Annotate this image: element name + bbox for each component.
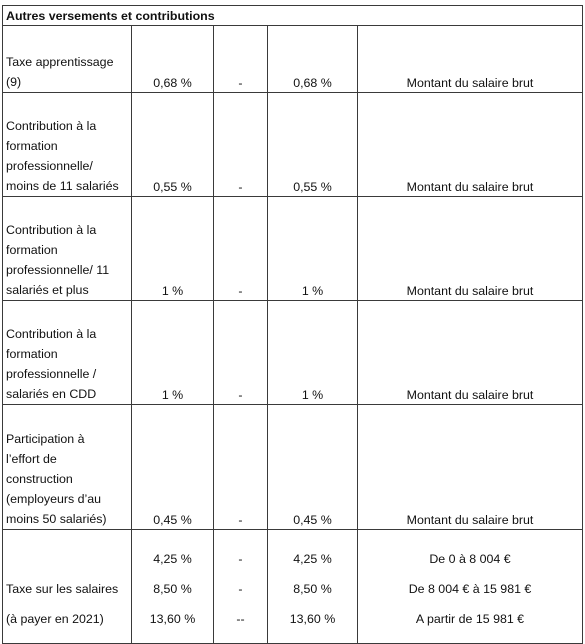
employee-rate: - [214,93,268,197]
employee-rates: - - -- [214,530,268,644]
employer-rate: 0,45 % [132,405,214,530]
employer-rate: 0,68 % [132,26,214,93]
employee-rate: - [214,197,268,301]
calculation-bases: De 0 à 8 004 € De 8 004 € à 15 981 € A partir de 15 981 € [358,530,583,644]
calculation-base: Montant du salaire brut [358,405,583,530]
total-rate: 1 % [268,197,358,301]
table-row [3,301,583,405]
table-row [3,26,583,93]
header-row [3,6,583,26]
table-row [3,93,583,197]
row-label: Contribution à la formation professionnelle / salariés en CDD [3,301,132,405]
employer-rate: 0,55 % [132,93,214,197]
table-row [3,197,583,301]
calculation-base: Montant du salaire brut [358,93,583,197]
total-rates: 4,25 % 8,50 % 13,60 % [268,530,358,644]
total-rate: 0,45 % [268,405,358,530]
calculation-base: Montant du salaire brut [358,197,583,301]
total-rate: 0,68 % [268,26,358,93]
row-label: Contribution à la formation professionnelle/ 11 salariés et plus [3,197,132,301]
employer-rate: 1 % [132,301,214,405]
employee-rate: - [214,301,268,405]
salary-tax-row [3,530,583,644]
row-label: Participation à l’effort de construction (employeurs d’au moins 50 salariés) [3,405,132,530]
total-rate: 0,55 % [268,93,358,197]
row-label: Contribution à la formation professionnelle/ moins de 11 salariés [3,93,132,197]
row-label: Taxe sur les salaires (à payer en 2021) [3,530,132,644]
employer-rate: 1 % [132,197,214,301]
calculation-base: Montant du salaire brut [358,301,583,405]
employer-rates: 4,25 % 8,50 % 13,60 % [132,530,214,644]
table-row [3,405,583,530]
employee-rate: - [214,405,268,530]
total-rate: 1 % [268,301,358,405]
section-title: Autres versements et contributions [3,6,583,26]
row-label: Taxe apprentissage (9) [3,26,132,93]
employee-rate: - [214,26,268,93]
contributions-table [2,5,583,644]
calculation-base: Montant du salaire brut [358,26,583,93]
